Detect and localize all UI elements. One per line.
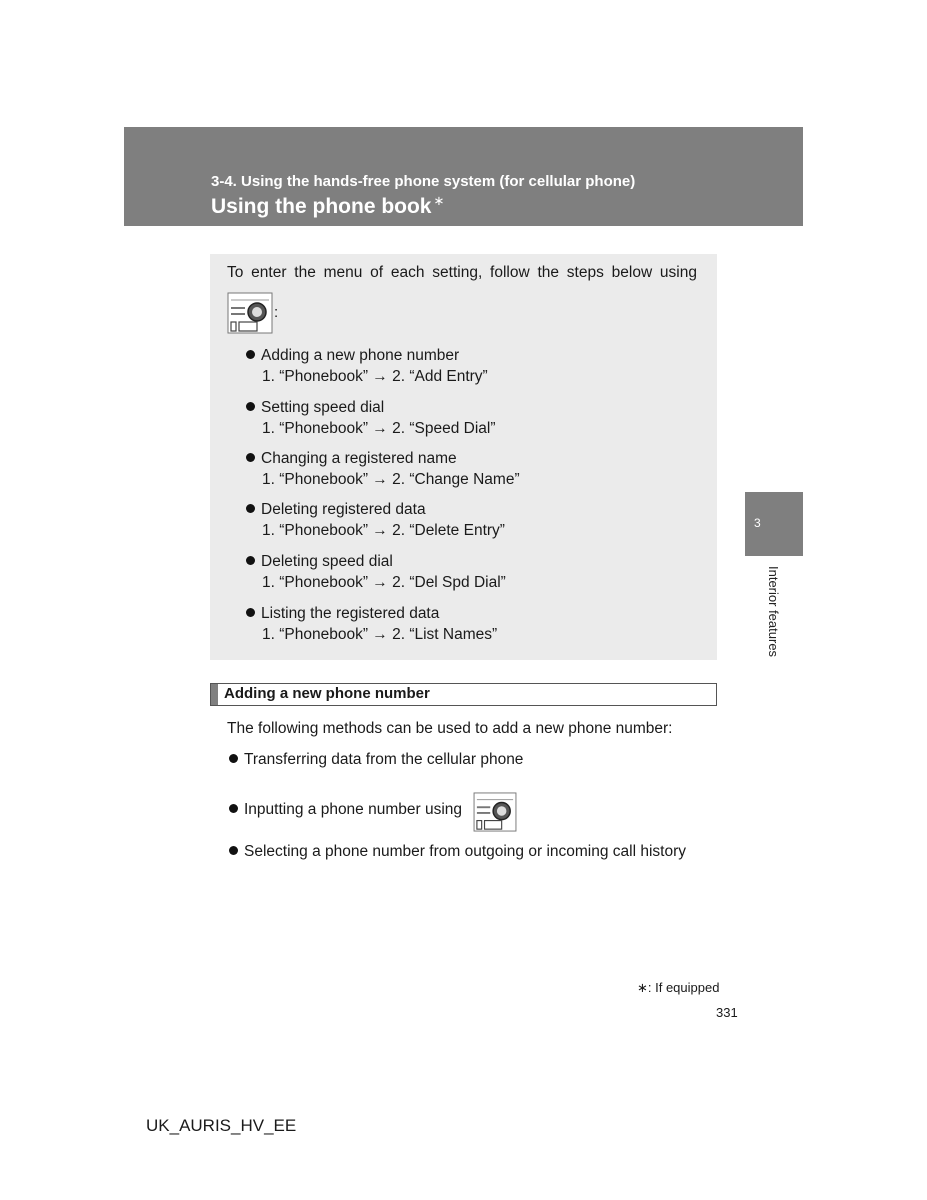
menu-item-steps: 1. “Phonebook” → 2. “Change Name” bbox=[262, 471, 520, 488]
chapter-number: 3 bbox=[754, 516, 761, 530]
bullet-icon bbox=[246, 608, 255, 617]
method-item bbox=[229, 801, 462, 819]
bullet-icon bbox=[229, 804, 238, 813]
menu-item-name: Deleting registered data bbox=[261, 501, 426, 518]
menu-item-steps: 1. “Phonebook” → 2. “Del Spd Dial” bbox=[262, 574, 506, 591]
method-item bbox=[229, 751, 523, 769]
page-number: 331 bbox=[716, 1005, 738, 1020]
menu-item-steps: 1. “Phonebook” → 2. “Delete Entry” bbox=[262, 522, 505, 539]
bullet-icon bbox=[246, 504, 255, 513]
menu-item-name: Deleting speed dial bbox=[261, 553, 393, 570]
control-knob-icon bbox=[472, 792, 518, 832]
menu-item-steps: 1. “Phonebook” → 2. “List Names” bbox=[262, 626, 498, 643]
method-item bbox=[229, 843, 686, 861]
heading-bar bbox=[211, 684, 218, 705]
chapter-label: Interior features bbox=[766, 566, 781, 658]
menu-item bbox=[246, 448, 520, 490]
menu-item bbox=[246, 345, 488, 387]
subsection-heading bbox=[210, 683, 717, 706]
intro-colon: : bbox=[274, 304, 279, 321]
footnote: ∗: If equipped bbox=[637, 980, 720, 995]
menu-intro: To enter the menu of each setting, follow the steps below using bbox=[227, 264, 697, 281]
menu-item-steps: 1. “Phonebook” → 2. “Speed Dial” bbox=[262, 420, 496, 437]
subsection-heading-label: Adding a new phone number bbox=[224, 685, 430, 702]
menu-item-name: Listing the registered data bbox=[261, 605, 440, 622]
title-marker: ∗ bbox=[433, 193, 445, 208]
bullet-icon bbox=[246, 350, 255, 359]
bullet-icon bbox=[229, 846, 238, 855]
method-text: Transferring data from the cellular phone bbox=[244, 751, 524, 768]
method-text: Selecting a phone number from outgoing or incoming call history bbox=[244, 843, 686, 860]
menu-item-name: Adding a new phone number bbox=[261, 347, 460, 364]
method-text: Inputting a phone number using bbox=[244, 801, 463, 818]
menu-item bbox=[246, 397, 495, 439]
menu-item-steps: 1. “Phonebook” → 2. “Add Entry” bbox=[262, 368, 488, 385]
menu-item-name: Setting speed dial bbox=[261, 399, 385, 416]
control-knob-icon bbox=[227, 292, 273, 334]
document-code: UK_AURIS_HV_EE bbox=[146, 1116, 297, 1135]
section-title: 3-4. Using the hands-free phone system (for cellular phone) bbox=[211, 173, 636, 190]
menu-item-name: Changing a registered name bbox=[261, 450, 457, 467]
adding-intro: The following methods can be used to add a new phone number: bbox=[227, 720, 673, 737]
bullet-icon bbox=[246, 402, 255, 411]
menu-item bbox=[246, 499, 505, 541]
bullet-icon bbox=[246, 453, 255, 462]
bullet-icon bbox=[246, 556, 255, 565]
page-title-text: Using the phone book bbox=[211, 195, 432, 218]
bullet-icon bbox=[229, 754, 238, 763]
menu-item bbox=[246, 551, 506, 593]
menu-item bbox=[246, 603, 497, 645]
page-title bbox=[211, 195, 444, 219]
